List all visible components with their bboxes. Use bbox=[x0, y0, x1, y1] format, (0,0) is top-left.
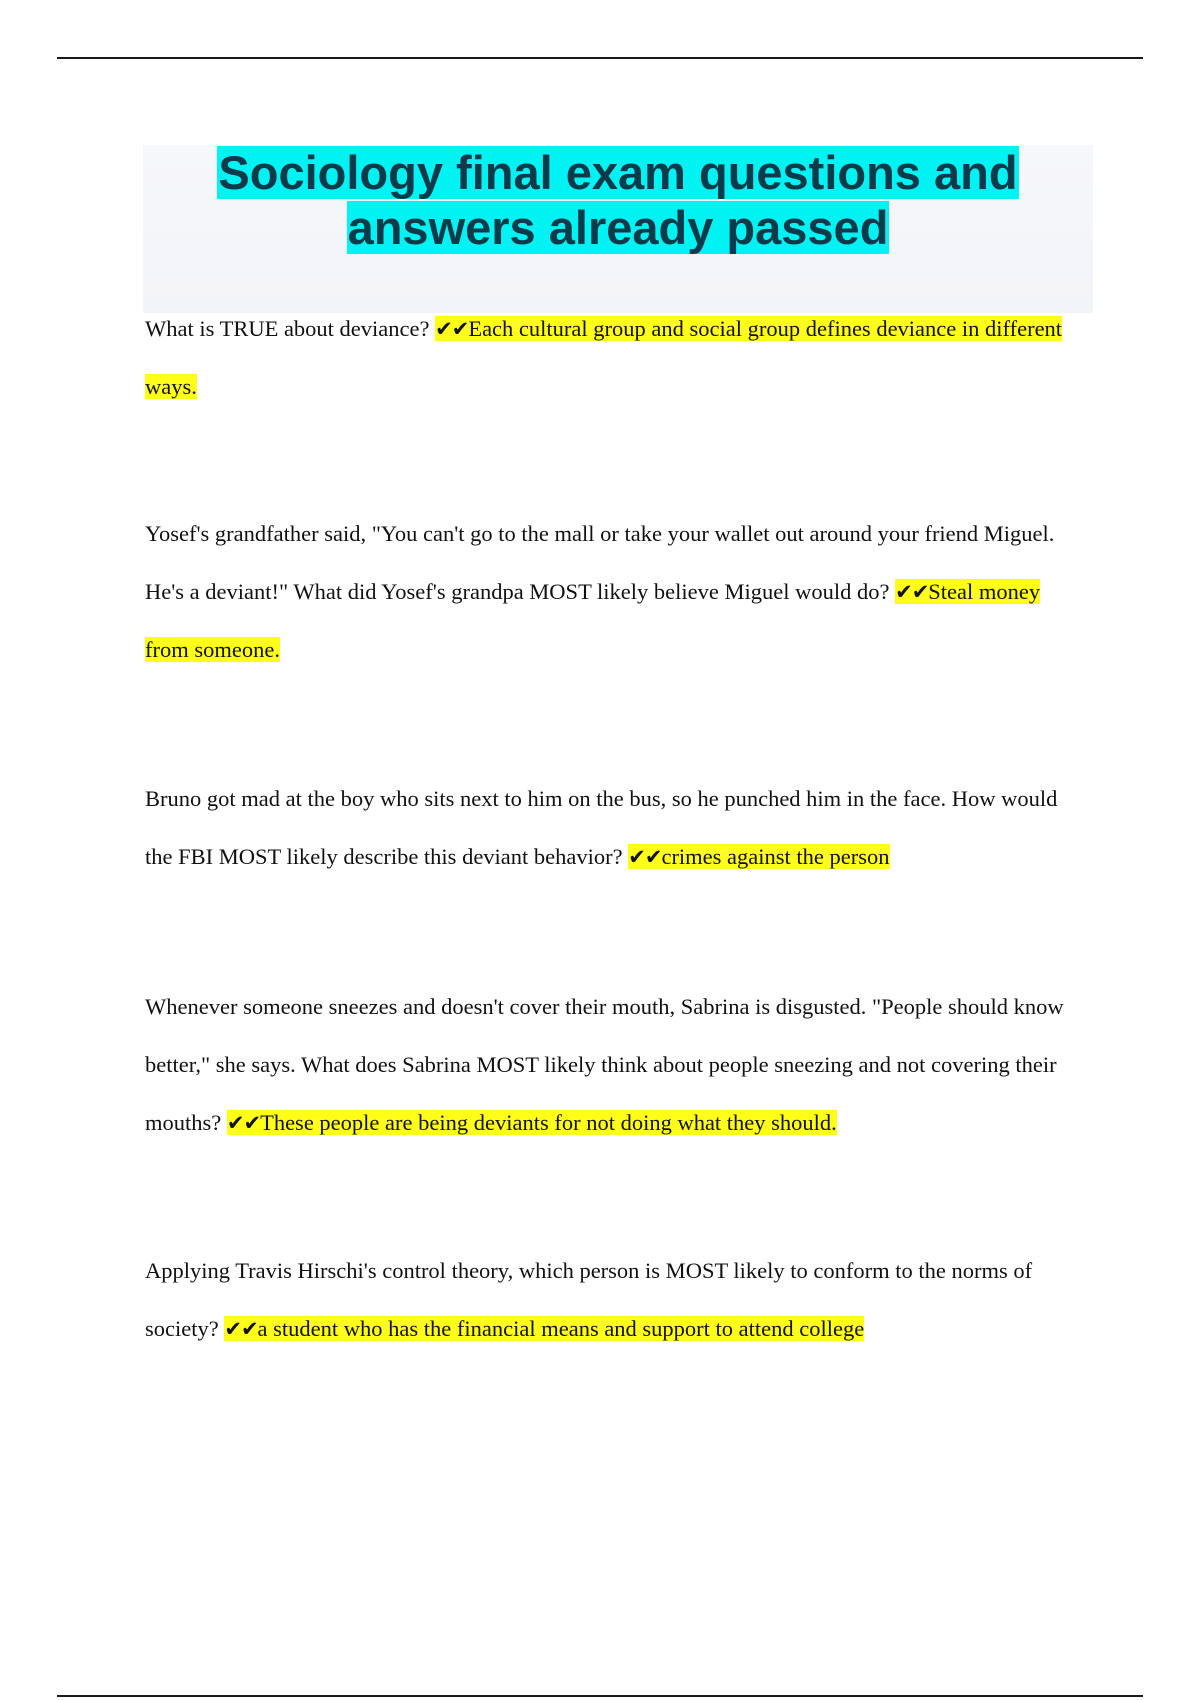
answer-text: crimes against the person bbox=[661, 844, 890, 869]
header-rule bbox=[57, 57, 1143, 59]
qa-item-1 bbox=[145, 300, 1085, 416]
qa-item-2 bbox=[145, 505, 1085, 679]
qa-item-5 bbox=[145, 1242, 1085, 1358]
question-text: Applying Travis Hirschi's control theory, which person is MOST likely to conform to the norms of society? bbox=[145, 1258, 1033, 1341]
qa-item-4 bbox=[145, 978, 1085, 1152]
footer-rule bbox=[57, 1695, 1143, 1697]
title-panel bbox=[143, 145, 1093, 313]
double-check-icon: ✔✔ bbox=[226, 1111, 261, 1135]
question-text: Bruno got mad at the boy who sits next to him on the bus, so he punched him in the face. How would the FBI MOST likely describe this deviant behavior? bbox=[145, 786, 1058, 869]
question-text: Whenever someone sneezes and doesn't cover their mouth, Sabrina is disgusted. "People should know better," she says. What does Sabrina MOST likely think about people sneezing and not covering their mouths? bbox=[145, 994, 1064, 1135]
double-check-icon: ✔✔ bbox=[628, 845, 662, 869]
question-text: Yosef's grandfather said, "You can't go to the mall or take your wallet out around your friend Miguel. He's a deviant!" What did Yosef's grandpa MOST likely believe Miguel would do? bbox=[145, 521, 1055, 604]
question-text: What is TRUE about deviance? bbox=[145, 316, 436, 341]
answer-text: Steal money from someone. bbox=[145, 579, 1041, 662]
document-title bbox=[143, 145, 1093, 255]
document-title-text: Sociology final exam questions and answers already passed bbox=[218, 146, 1018, 254]
answer-text: These people are being deviants for not doing what they should. bbox=[260, 1110, 837, 1135]
answer-text: a student who has the financial means and support to attend college bbox=[257, 1316, 865, 1341]
qa-item-3 bbox=[145, 770, 1085, 886]
double-check-icon: ✔✔ bbox=[435, 317, 469, 341]
answer-highlight bbox=[224, 1316, 864, 1341]
answer-highlight bbox=[227, 1110, 837, 1135]
double-check-icon: ✔✔ bbox=[224, 1317, 258, 1341]
answer-text: Each cultural group and social group defines deviance in different ways. bbox=[145, 316, 1063, 399]
double-check-icon: ✔✔ bbox=[895, 580, 929, 604]
answer-highlight bbox=[628, 844, 889, 869]
